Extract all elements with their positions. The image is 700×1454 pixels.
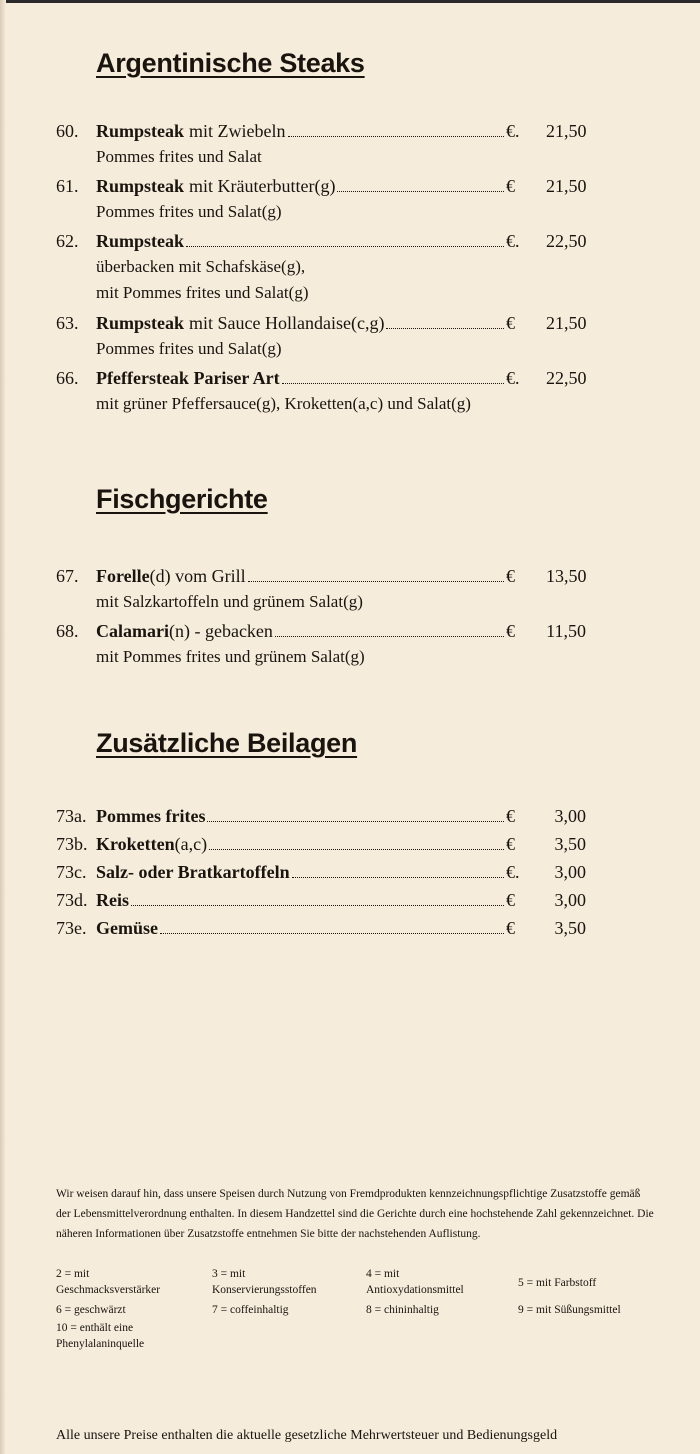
- item-name: Forelle: [96, 566, 150, 586]
- currency: €: [506, 621, 515, 641]
- item-name: Salz- oder Bratkartoffeln: [96, 862, 290, 882]
- item-number: 73b.: [56, 834, 88, 854]
- item-name: Rumpsteak: [96, 231, 185, 251]
- item-number: 63.: [56, 313, 79, 333]
- menu-item-67: [56, 563, 616, 615]
- item-price: 3,00: [554, 862, 586, 882]
- dot-leader: [160, 933, 504, 934]
- section-title-fish: Fischgerichte: [96, 484, 268, 514]
- dot-leader: [386, 328, 504, 329]
- item-name: Pommes frites: [96, 806, 206, 826]
- item-description: Pommes frites und Salat: [96, 147, 262, 166]
- item-description: mit grüner Pfeffersauce(g), Kroketten(a,c) und Salat(g): [96, 394, 471, 413]
- menu-item-73e: [56, 915, 616, 941]
- dot-leader: [209, 849, 504, 850]
- item-detail: mit Sauce Hollandaise(c,g): [189, 313, 385, 333]
- dot-leader: [131, 905, 504, 906]
- currency: €: [506, 806, 515, 826]
- legend-entry-4: [366, 1266, 464, 1298]
- item-price: 3,50: [554, 834, 586, 854]
- item-description: mit Salzkartoffeln und grünem Salat(g): [96, 592, 363, 611]
- legend-text: Konservierungsstoffen: [212, 1284, 317, 1296]
- item-name: Rumpsteak: [96, 176, 185, 196]
- dot-leader: [292, 877, 504, 878]
- currency: €: [506, 313, 515, 333]
- currency: €: [506, 834, 515, 854]
- legend-entry-7: 7 = coffeinhaltig: [212, 1304, 289, 1316]
- item-number: 68.: [56, 621, 79, 641]
- currency: €: [506, 890, 515, 910]
- legend-text: 3 = mit: [212, 1268, 246, 1280]
- item-detail: mit Zwiebeln: [189, 121, 286, 141]
- legend-text: Phenylalaninquelle: [56, 1338, 145, 1350]
- legend-text: 4 = mit: [366, 1268, 400, 1280]
- legend-entry-2: [56, 1266, 160, 1298]
- legend-text: Antioxydationsmittel: [366, 1284, 464, 1296]
- legend-text: 2 = mit: [56, 1268, 90, 1280]
- currency: €.: [506, 231, 520, 251]
- menu-item-63: [56, 310, 616, 362]
- legend-entry-6: 6 = geschwärzt: [56, 1304, 126, 1316]
- section-title-sides: Zusätzliche Beilagen: [96, 728, 358, 758]
- menu-item-62: [56, 228, 616, 306]
- dot-leader: [275, 636, 504, 637]
- item-description: mit Pommes frites und Salat(g): [96, 283, 309, 302]
- item-price: 13,50: [546, 566, 587, 586]
- legend-entry-9: 9 = mit Süßungsmittel: [518, 1304, 621, 1316]
- currency: €: [506, 918, 515, 938]
- item-price: 21,50: [546, 121, 587, 141]
- item-name: Gemüse: [96, 918, 158, 938]
- currency: €: [506, 176, 515, 196]
- item-number: 61.: [56, 176, 79, 196]
- item-price: 3,00: [554, 890, 586, 910]
- dot-leader: [288, 136, 505, 137]
- item-name: Reis: [96, 890, 129, 910]
- top-border: [0, 0, 700, 3]
- page-edge: [0, 0, 6, 1454]
- item-number: 73d.: [56, 890, 88, 910]
- item-price: 21,50: [546, 176, 587, 196]
- legend-entry-8: 8 = chininhaltig: [366, 1304, 439, 1316]
- menu-item-73c: [56, 859, 616, 885]
- item-price: 11,50: [546, 621, 586, 641]
- item-price: 3,00: [554, 806, 586, 826]
- menu-item-73a: [56, 803, 616, 829]
- item-description: überbacken mit Schafskäse(g),: [96, 257, 306, 276]
- item-detail: (d) vom Grill: [149, 566, 246, 586]
- menu-item-60: [56, 118, 616, 170]
- item-detail: (n) - gebacken: [168, 621, 273, 641]
- item-description: Pommes frites und Salat(g): [96, 339, 282, 358]
- dot-leader: [337, 191, 504, 192]
- item-number: 62.: [56, 231, 79, 251]
- legend-text: Geschmacksverstärker: [56, 1284, 161, 1296]
- menu-item-66: [56, 365, 616, 417]
- item-name: Pfeffersteak Pariser Art: [96, 368, 280, 388]
- legend-entry-10: [56, 1320, 144, 1352]
- item-name: Calamari: [96, 621, 169, 641]
- item-number: 60.: [56, 121, 79, 141]
- item-detail: (a,c): [174, 834, 208, 854]
- menu-item-68: [56, 618, 616, 670]
- legend-text: 10 = enthält eine: [56, 1322, 134, 1334]
- currency: €.: [506, 121, 520, 141]
- legend-entry-3: [212, 1266, 317, 1298]
- item-price: 22,50: [546, 368, 587, 388]
- additives-notice: Wir weisen darauf hin, dass unsere Speisen durch Nutzung von Fremdprodukten kennzeichnungspflichtige Zusatzstoffe gemäß der Lebensmittelverordnung enthalten. In diesem Handzettel sind die Gerichte durch eine hochstehende Zahl gekennzeichnet. Die näheren Informationen über Zusatzstoffe entnehmen Sie bitte der nachstehenden Auflistung.: [56, 1188, 654, 1240]
- item-number: 73e.: [56, 918, 87, 938]
- item-description: mit Pommes frites und grünem Salat(g): [96, 647, 365, 666]
- item-price: 22,50: [546, 231, 587, 251]
- menu-item-61: [56, 173, 616, 225]
- dot-leader: [282, 383, 504, 384]
- item-number: 66.: [56, 368, 79, 388]
- menu-item-73b: [56, 831, 616, 857]
- item-number: 73c.: [56, 862, 87, 882]
- dot-leader: [207, 821, 504, 822]
- item-name: Rumpsteak: [96, 313, 185, 333]
- item-number: 67.: [56, 566, 79, 586]
- dot-leader: [186, 246, 504, 247]
- currency: €: [506, 566, 515, 586]
- dot-leader: [248, 581, 504, 582]
- item-name: Rumpsteak: [96, 121, 185, 141]
- item-price: 3,50: [554, 918, 586, 938]
- currency: €.: [506, 862, 520, 882]
- legend-entry-5: 5 = mit Farbstoff: [518, 1277, 597, 1289]
- item-price: 21,50: [546, 313, 587, 333]
- menu-item-73d: [56, 887, 616, 913]
- item-number: 73a.: [56, 806, 87, 826]
- currency: €.: [506, 368, 520, 388]
- item-name: Kroketten: [96, 834, 175, 854]
- section-title-steaks: Argentinische Steaks: [96, 48, 365, 78]
- price-footer-note: Alle unsere Preise enthalten die aktuelle gesetzliche Mehrwertsteuer und Bedienungsgeld: [56, 1428, 558, 1443]
- item-description: Pommes frites und Salat(g): [96, 202, 282, 221]
- item-detail: mit Kräuterbutter(g): [189, 176, 336, 196]
